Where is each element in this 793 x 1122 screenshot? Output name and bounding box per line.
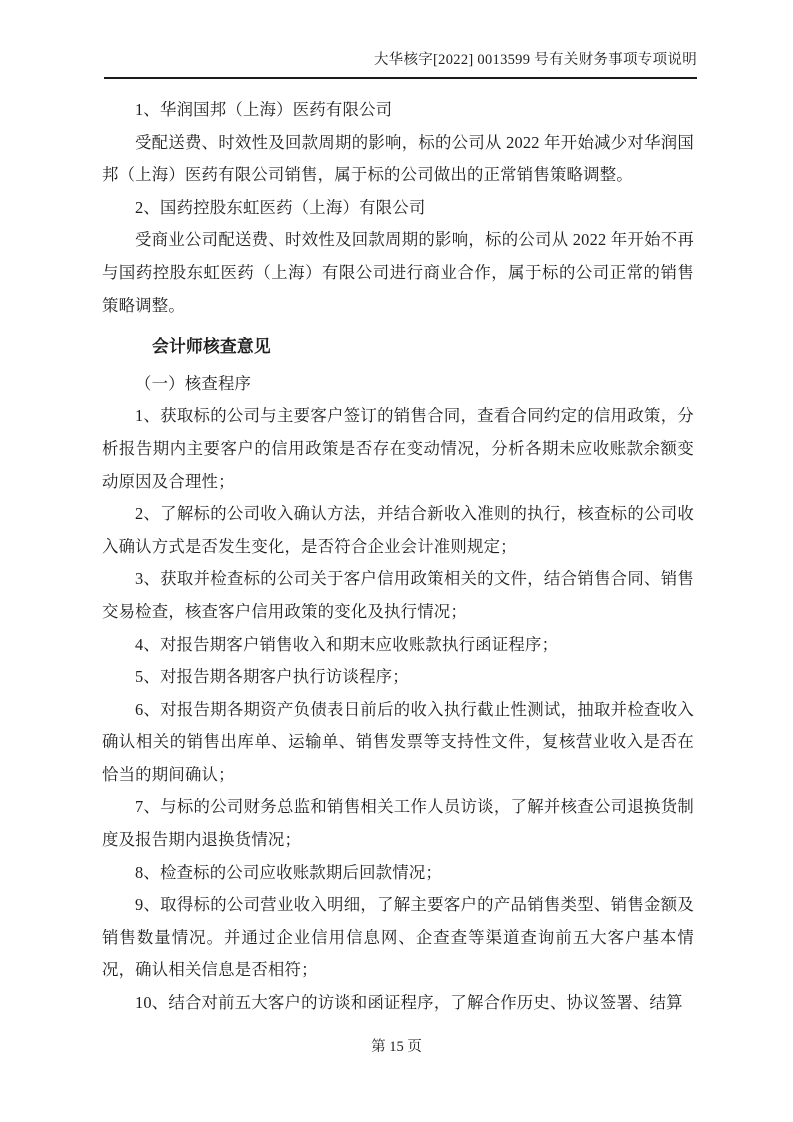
page-header-title: 大华核字[2022] 0013599 号有关财务事项专项说明 <box>104 50 697 79</box>
page-footer <box>0 1037 793 1057</box>
procedure-item-2: 2、了解标的公司收入确认方法，并结合新收入准则的执行，核查标的公司收入确认方式是否发生变化，是否符合企业会计准则规定； <box>102 504 694 556</box>
document-body <box>102 94 694 1020</box>
procedure-item-6: 6、对报告期各期资产负债表日前后的收入执行截止性测试，抽取并检查收入确认相关的销售出库单、运输单、销售发票等支持性文件，复核营业收入是否在恰当的期间确认； <box>102 699 694 784</box>
list-item-company-1: 1、华润国邦（上海）医药有限公司 <box>135 100 393 119</box>
procedure-item-1: 1、获取标的公司与主要客户签订的销售合同，查看合同约定的信用政策，分析报告期内主要客户的信用政策是否存在变动情况，分析各期未应收账款余额变动原因及合理性； <box>102 406 694 491</box>
procedure-item-5: 5、对报告期各期客户执行访谈程序； <box>135 667 409 687</box>
paragraph: 受配送费、时效性及回款周期的影响，标的公司从 2022 年开始减少对华润国邦（上海）医药有限公司销售，属于标的公司做出的正常销售策略调整。 <box>102 132 694 185</box>
procedure-item-3: 3、获取并检查标的公司关于客户信用政策相关的文件，结合销售合同、销售交易检查，核查客户信用政策的变化及执行情况； <box>102 569 694 621</box>
section-heading: 会计师核查意见 <box>152 337 271 357</box>
procedure-item-8: 8、检查标的公司应收账款期后回款情况； <box>135 862 443 882</box>
procedure-item-7: 7、与标的公司财务总监和销售相关工作人员访谈，了解并核查公司退换货制度及报告期内退换货情况； <box>102 797 694 850</box>
page-number: 第 15 页 <box>371 1039 422 1055</box>
paragraph: 受商业公司配送费、时效性及回款周期的影响，标的公司从 2022 年开始不再与国药控股东虹医药（上海）有限公司进行商业合作，属于标的公司正常的销售策略调整。 <box>102 230 694 315</box>
procedure-item-4: 4、对报告期客户销售收入和期末应收账款执行函证程序； <box>135 634 559 654</box>
subsection-heading: （一）核查程序 <box>135 373 252 393</box>
procedure-item-9: 9、取得标的公司营业收入明细，了解主要客户的产品销售类型、销售金额及销售数量情况。并通过企业信用信息网、企查查等渠道查询前五大客户基本情况，确认相关信息是否相符； <box>102 895 694 980</box>
list-item-company-2: 2、国药控股东虹医药（上海）有限公司 <box>135 197 426 217</box>
procedure-item-10: 10、结合对前五大客户的访谈和函证程序，了解合作历史、协议签署、结算 <box>135 993 683 1013</box>
